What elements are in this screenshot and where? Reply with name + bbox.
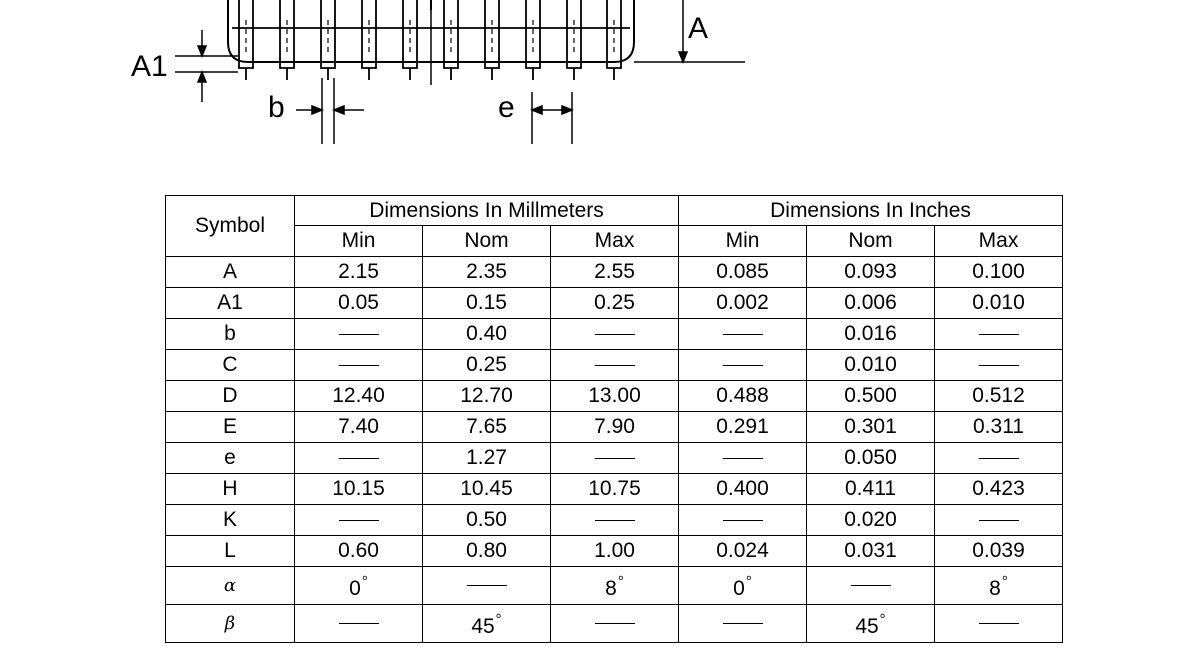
header-in-nom: Nom [807, 226, 935, 257]
value-cell [295, 412, 423, 443]
value-cell [295, 257, 423, 288]
value-cell [807, 350, 935, 381]
label-e: e [498, 91, 515, 124]
value-cell [551, 257, 679, 288]
value-cell [423, 412, 551, 443]
cell-value: 0.25 [594, 291, 635, 314]
symbol-cell: K [166, 505, 295, 536]
value-cell [807, 319, 935, 350]
value-cell [295, 350, 423, 381]
lead-pin [280, 0, 294, 80]
value-cell [423, 605, 551, 643]
cell-value: 7.90 [594, 415, 635, 438]
table-row [166, 474, 1063, 505]
value-cell [935, 350, 1063, 381]
value-cell [679, 567, 807, 605]
value-cell [807, 605, 935, 643]
cell-value: 0.500 [844, 384, 897, 407]
value-cell [679, 605, 807, 643]
value-cell [807, 288, 935, 319]
cell-value: 0.010 [972, 291, 1025, 314]
degree-symbol: ° [745, 573, 752, 590]
cell-value: 0.020 [844, 508, 897, 531]
dash-placeholder [339, 365, 379, 366]
cell-value: 12.70 [460, 384, 513, 407]
lead-pin [403, 0, 417, 80]
symbol-cell: e [166, 443, 295, 474]
degree-symbol: ° [879, 611, 886, 628]
degree-symbol: ° [495, 611, 502, 628]
degree-symbol: ° [1001, 573, 1008, 590]
value-cell [935, 288, 1063, 319]
value-cell [295, 505, 423, 536]
dash-placeholder [595, 365, 635, 366]
value-cell [551, 567, 679, 605]
dimensions-table [165, 195, 1063, 643]
dash-placeholder [851, 585, 891, 586]
value-cell [295, 288, 423, 319]
value-cell [551, 381, 679, 412]
value-cell [679, 443, 807, 474]
value-cell [679, 319, 807, 350]
table-row [166, 536, 1063, 567]
value-cell [935, 412, 1063, 443]
cell-value: 0.002 [716, 291, 769, 314]
value-cell [423, 536, 551, 567]
value-cell [551, 350, 679, 381]
value-cell [807, 567, 935, 605]
dash-placeholder [979, 520, 1019, 521]
value-cell [935, 257, 1063, 288]
cell-value: 0.423 [972, 477, 1025, 500]
degree-symbol: ° [617, 573, 624, 590]
table-header-row-groups [166, 196, 1063, 226]
cell-value: 10.45 [460, 477, 513, 500]
symbol-cell: D [166, 381, 295, 412]
symbol-cell: α [166, 567, 295, 605]
lead-pin [362, 0, 376, 80]
header-in-max: Max [935, 226, 1063, 257]
symbol-cell: β [166, 605, 295, 643]
cell-value: 0.039 [972, 539, 1025, 562]
value-cell [551, 605, 679, 643]
symbol-cell: A1 [166, 288, 295, 319]
value-cell [423, 474, 551, 505]
cell-value: 7.40 [338, 415, 379, 438]
value-cell [551, 319, 679, 350]
cell-value: 0.085 [716, 260, 769, 283]
cell-value: 0.400 [716, 477, 769, 500]
value-cell [679, 505, 807, 536]
cell-value: 0.291 [716, 415, 769, 438]
value-cell [295, 605, 423, 643]
table-row [166, 381, 1063, 412]
dash-placeholder [339, 334, 379, 335]
value-cell [679, 350, 807, 381]
cell-value: 0.60 [338, 539, 379, 562]
value-cell [679, 257, 807, 288]
table-row [166, 567, 1063, 605]
cell-value: 0.25 [466, 353, 507, 376]
value-cell [935, 381, 1063, 412]
value-cell [551, 536, 679, 567]
cell-value: 45 [855, 615, 879, 638]
cell-value: 0.512 [972, 384, 1025, 407]
cell-value: 2.35 [466, 260, 507, 283]
value-cell [295, 443, 423, 474]
value-cell [295, 536, 423, 567]
value-cell [551, 288, 679, 319]
symbol-cell: b [166, 319, 295, 350]
cell-value: 2.15 [338, 260, 379, 283]
dash-placeholder [979, 458, 1019, 459]
cell-value: 12.40 [332, 384, 385, 407]
cell-value: 0.301 [844, 415, 897, 438]
value-cell [551, 474, 679, 505]
cell-value: 0.016 [844, 322, 897, 345]
value-cell [423, 319, 551, 350]
dash-placeholder [595, 458, 635, 459]
header-in-min: Min [679, 226, 807, 257]
cell-value: 7.65 [466, 415, 507, 438]
value-cell [935, 474, 1063, 505]
header-symbol: Symbol [166, 196, 295, 257]
lead-pin [239, 0, 253, 80]
value-cell [423, 257, 551, 288]
value-cell [679, 474, 807, 505]
table-body [166, 257, 1063, 643]
cell-value: 0.050 [844, 446, 897, 469]
cell-value: 8 [605, 577, 617, 600]
value-cell [935, 443, 1063, 474]
symbol-cell: L [166, 536, 295, 567]
header-mm-min: Min [295, 226, 423, 257]
cell-value: 1.27 [466, 446, 507, 469]
degree-symbol: ° [361, 573, 368, 590]
cell-value: 10.15 [332, 477, 385, 500]
value-cell [295, 319, 423, 350]
value-cell [807, 381, 935, 412]
value-cell [807, 443, 935, 474]
table-row [166, 505, 1063, 536]
table-row [166, 288, 1063, 319]
dash-placeholder [595, 623, 635, 624]
symbol-cell: A [166, 257, 295, 288]
dimension-b [296, 78, 364, 144]
value-cell [679, 536, 807, 567]
cell-value: 0 [349, 577, 361, 600]
lead-pin [321, 0, 335, 80]
dash-placeholder [979, 623, 1019, 624]
value-cell [551, 412, 679, 443]
cell-value: 0.15 [466, 291, 507, 314]
value-cell [679, 412, 807, 443]
header-mm-nom: Nom [423, 226, 551, 257]
lead-pin [567, 0, 581, 80]
cell-value: 0.411 [845, 477, 896, 500]
cell-value: 45 [471, 615, 495, 638]
cell-value: 2.55 [594, 260, 635, 283]
dash-placeholder [723, 520, 763, 521]
value-cell [935, 505, 1063, 536]
dash-placeholder [595, 520, 635, 521]
cell-value: 0.100 [972, 260, 1025, 283]
symbol-cell: H [166, 474, 295, 505]
lead-pin [526, 0, 540, 80]
label-a1: A1 [131, 50, 168, 83]
header-group-millimeters: Dimensions In Millmeters [295, 196, 679, 226]
value-cell [423, 288, 551, 319]
symbol-cell: C [166, 350, 295, 381]
value-cell [807, 536, 935, 567]
lead-pin [607, 0, 621, 80]
header-mm-max: Max [551, 226, 679, 257]
value-cell [423, 443, 551, 474]
table-row [166, 257, 1063, 288]
table-row [166, 605, 1063, 643]
value-cell [807, 257, 935, 288]
cell-value: 0.031 [844, 539, 897, 562]
value-cell [935, 567, 1063, 605]
dash-placeholder [723, 334, 763, 335]
dash-placeholder [723, 458, 763, 459]
dash-placeholder [979, 365, 1019, 366]
value-cell [679, 381, 807, 412]
value-cell [935, 536, 1063, 567]
dash-placeholder [467, 585, 507, 586]
cell-value: 13.00 [588, 384, 641, 407]
dash-placeholder [339, 520, 379, 521]
symbol-cell: E [166, 412, 295, 443]
value-cell [423, 381, 551, 412]
cell-value: 0.093 [844, 260, 897, 283]
cell-value: 0.024 [716, 539, 769, 562]
cell-value: 0.488 [716, 384, 769, 407]
dash-placeholder [339, 458, 379, 459]
value-cell [679, 288, 807, 319]
cell-value: 0 [733, 577, 745, 600]
value-cell [423, 350, 551, 381]
cell-value: 0.80 [466, 539, 507, 562]
cell-value: 8 [989, 577, 1001, 600]
dash-placeholder [723, 365, 763, 366]
cell-value: 0.50 [466, 508, 507, 531]
value-cell [551, 443, 679, 474]
cell-value: 0.40 [466, 322, 507, 345]
value-cell [423, 567, 551, 605]
dash-placeholder [339, 623, 379, 624]
value-cell [551, 505, 679, 536]
value-cell [295, 381, 423, 412]
header-group-inches: Dimensions In Inches [679, 196, 1063, 226]
dash-placeholder [979, 334, 1019, 335]
value-cell [807, 474, 935, 505]
value-cell [935, 605, 1063, 643]
value-cell [807, 412, 935, 443]
dash-placeholder [595, 334, 635, 335]
table-header-row-sub [166, 226, 1063, 257]
table-row [166, 412, 1063, 443]
label-b: b [268, 91, 285, 124]
cell-value: 1.00 [594, 539, 635, 562]
cell-value: 0.010 [844, 353, 897, 376]
cell-value: 0.311 [973, 415, 1024, 438]
package-outline-drawing [0, 0, 1200, 180]
value-cell [423, 505, 551, 536]
table-row [166, 319, 1063, 350]
dimension-e [532, 92, 572, 144]
value-cell [935, 319, 1063, 350]
value-cell [807, 505, 935, 536]
cell-value: 0.006 [844, 291, 897, 314]
table-row [166, 350, 1063, 381]
label-a: A [688, 12, 709, 45]
value-cell [295, 567, 423, 605]
cell-value: 10.75 [588, 477, 641, 500]
lead-pin [485, 0, 499, 80]
table-row [166, 443, 1063, 474]
dash-placeholder [723, 623, 763, 624]
value-cell [295, 474, 423, 505]
lead-pin [444, 0, 458, 80]
cell-value: 0.05 [338, 291, 379, 314]
